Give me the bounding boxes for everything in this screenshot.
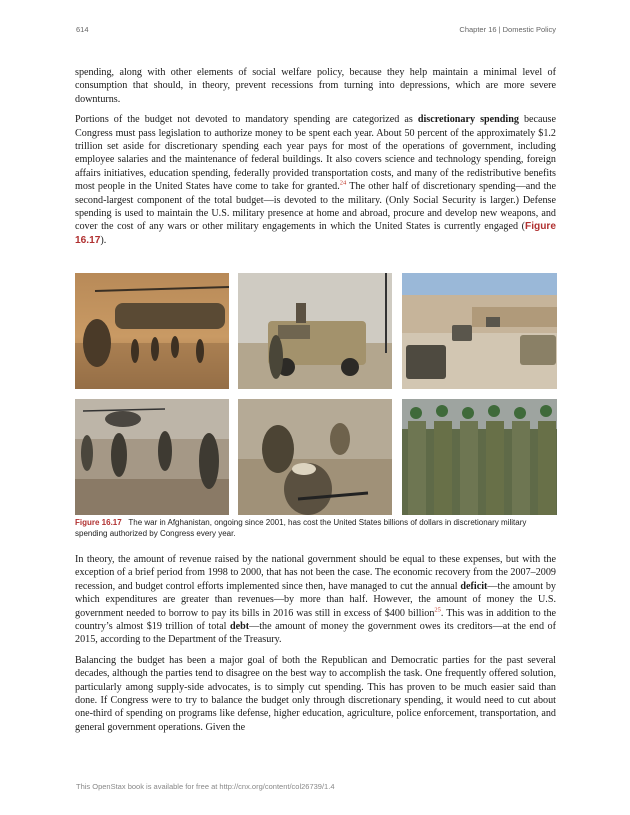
photo-soldier-formation — [402, 399, 557, 515]
photo-humvee — [238, 273, 392, 389]
figure-caption — [75, 518, 545, 539]
photo-crouching-soldiers — [238, 399, 392, 515]
photo-convoy — [402, 273, 557, 389]
footer-note: This OpenStax book is available for free at http://cnx.org/content/col26739/1.4 — [76, 782, 335, 791]
term-deficit: deficit — [460, 580, 488, 592]
figure-label: Figure 16.17 — [75, 518, 122, 527]
paragraph-2: Portions of the budget not devoted to mandatory spending are categorized as discretionary spending because Congress must pass legislation to authorize money to be spent each year. About 50 percent of the approximately $1.2 trillion set aside for discretionary spending each year pays for most of the operations of government, including employee salaries and the maintenance of federal buildings. It also covers science and technology spending, foreign affairs initiatives, education spending, federally provided transportation costs, and many of the redistributive benefits most people in the United States have come to take for granted.$^{24}$ The other half of discretionary spending—and the second-largest component of the total budget—is devoted to the military. (Only Social Security is larger.) Defense spending is used to maintain the U.S. military presence at home and abroad, procure and develop new weapons, and cover the cost of any wars or other military engagements in which the United States is currently engaged (Figure 16.17). — [75, 114, 556, 246]
paragraph-4: Balancing the budget has been a major goal of both the Republican and Democratic parties for the past several decades, although the parties tend to disagree on the best way to accomplish the task. One frequently offered solution, particularly among supply-side advocates, is to simply cut spending. This has proven to be much easier said than done. If Congress were to try to balance the budget only through discretionary spending, it would need to cut about one-third of spending on programs like defense, higher education, agriculture, police enforcement, transportation, and general government operations. Given the — [75, 654, 556, 733]
page-number: 614 — [76, 25, 89, 34]
text-block-top — [75, 66, 556, 254]
term-discretionary-spending: discretionary spending — [417, 114, 519, 126]
figure-photo-grid — [75, 273, 557, 515]
photo-soldiers-dust — [75, 399, 229, 515]
footnote-ref-24[interactable]: 24 — [339, 179, 347, 187]
text-block-bottom — [75, 553, 556, 741]
paragraph-3: In theory, the amount of revenue raised by the national government should be equal to these expenses, but with the exception of a brief period from 1998 to 2000, that has not been the case. The economic recovery from the 2007–2009 recession, and budget control efforts implemented since then, have managed to cut the annual deficit—the amount by which expenditures are greater than revenues—by more than half. However, the amount of money the U.S. government needed to borrow to pay its bills in 2016 was still in excess of $400 billion$^{25}$. This was in addition to the country’s almost $19 trillion of total debt—the amount of money the government owes its creditors—at the end of 2015, according to the Department of the Treasury. — [75, 554, 557, 646]
footnote-ref-25[interactable]: 25 — [434, 606, 441, 614]
paragraph-1: spending, along with other elements of social welfare policy, because they help maintain a minimal level of consumption that should, in theory, prevent recessions from turning into depressions, which are more severe downturns. — [75, 67, 556, 105]
figure-link[interactable]: Figure 16.17 — [75, 221, 556, 246]
term-debt: debt — [229, 621, 250, 633]
photo-helicopter-desert — [75, 273, 229, 389]
chapter-title: Chapter 16 | Domestic Policy — [459, 25, 556, 34]
figure-caption-text: The war in Afghanistan, ongoing since 2001, has cost the United States billions of dollars in discretionary military spending authorized by Congress every year. — [75, 518, 527, 538]
